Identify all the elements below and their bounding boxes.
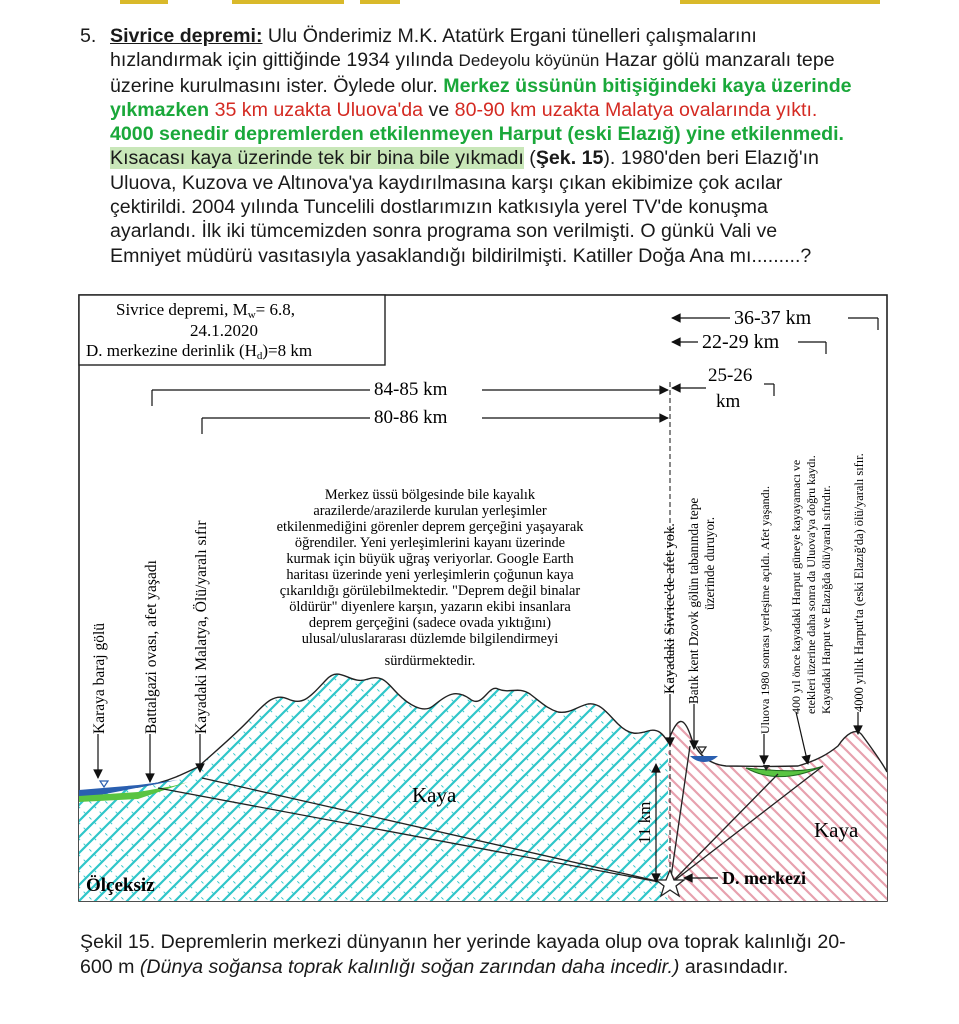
item-title: Sivrice depremi: [110,25,263,47]
d-merkezi-label: D. merkezi [722,868,806,888]
red-text: 35 km uzakta Uluova'da [209,98,424,121]
paragraph-line [110,48,930,73]
label-karaya: Karaya baraj gölü [91,622,108,734]
center-text-block [277,487,585,669]
paragraph-line: çektirildi. 2004 yılında Tuncelili dostlarımızın katkısıyla yerel TV'de konuşma [110,196,768,219]
center-text-line: etkilenmediğini görenler deprem gerçeğini yaşayarak [276,519,584,535]
distance-22-label: 22-29 km [702,331,780,353]
label-harput-400-3: Kayadaki Harput ve Elazığda ölü/yaralı sıfırdır. [819,485,833,714]
figure-caption [80,930,930,980]
label-harput-400-1: 400 yıl önce kayadaki Harput güneye kayayamacı ve [789,459,803,714]
kaya-right-label: Kaya [814,818,859,842]
label-harput-4000: 4000 yıllık Harput'ta (eski Elazığ'da) ölü/yaralı sıfır. [852,453,866,712]
info-line-2: 24.1.2020 [190,321,258,340]
center-text-line: sürdürmektedir. [384,653,476,669]
center-text-line: çıkarıldığı görülebilmektedir. "Deprem değil binalar [279,583,581,599]
figure-15-diagram [78,294,888,904]
center-text-line: haritası üzerinde yeni yerleşimlerin çoğunun kaya [286,567,574,583]
kaya-left-label: Kaya [412,783,457,807]
red-text: 80-90 km uzakta Malatya ovalarında yıktı. [454,98,818,121]
center-text-line: deprem gerçeğini (sadece ovada yıktığını) [308,615,552,631]
paragraph-line: Uluova, Kuzova ve Altınova'ya kaydırılmasına karşı çıkan ekibimize çok acılar [110,171,783,194]
label-harput-400-2: etekleri üzerine daha sonra da Uluova'ya doğru kaydı. [804,455,818,714]
distance-80-label: 80-86 km [374,407,448,428]
text-span: üzerine kurulmasını ister. Öylede olur. [110,74,444,97]
top-decoration [0,0,959,6]
label-batik-2: üzerinde duruyor. [702,516,717,610]
distance-25-label: 25-26 [708,365,753,386]
text-span: ( [523,147,536,170]
distance-36-label: 36-37 km [734,307,812,329]
info-line-1: Sivrice depremi, Mw= 6.8, [116,300,296,321]
center-text-line: kurmak için büyük uğraş veriyorlar. Google Earth [286,551,574,567]
distance-25-unit: km [716,391,741,412]
paragraph-line [110,122,930,146]
text-span: 600 m [80,956,140,978]
paragraph-line: Emniyet müdürü vasıtasıyla yasaklandığı bildirilmişti. Katiller Doğa Ana mı.........? [110,244,812,267]
text-span: Ulu Önderimiz M.K. Atatürk Ergani tünelleri çalışmalarını [262,25,757,47]
label-malatya: Kayadaki Malatya, Ölü/yaralı sıfır [193,520,210,734]
paragraph-line [110,146,930,170]
italic-text: (Dünya soğansa toprak kalınlığı soğan zarından daha incedir.) [139,956,680,978]
center-text-line: arazilerde/arazilerde kurulan yerleşimler [313,503,547,519]
info-line-3: D. merkezine derinlik (Hd)=8 km [86,341,313,362]
info-box [79,295,385,365]
top-dash [680,0,880,4]
caption-line [80,955,930,980]
green-text: 4000 senedir depremlerden etkilenmeyen Harput (eski Elazığ) yine etkilenmedi. [110,123,844,146]
label-uluova: Uluova 1980 sonrası yerleşime açıldı. Afet yaşandı. [758,486,772,734]
figure-reference: Şek. 15 [535,147,604,170]
paragraph-line: ayarlandı. İlk iki tümcemizden sonra programa son verilmişti. O günkü Vali ve [110,220,778,243]
center-text-line: öldürür" diyenlere karşın, yazarın ekibi insanlara [289,599,571,615]
top-dash [120,0,168,4]
olceksiz-label: Ölçeksiz [86,875,155,896]
label-battalgazi: Battalgazi ovası, afet yaşadı [143,560,160,734]
center-text-line: ulusal/uluslararası düzlemde bilgilendirmeyi [301,631,559,647]
text-span: Dedeyolu köyünün [458,51,600,71]
paragraph-line [110,24,930,48]
highlighted-text: Kısacası kaya üzerinde tek bir bina bile yıkmadı [110,147,524,170]
text-span: hızlandırmak için gittiğinde 1934 yılında [110,49,459,72]
paragraph-line [110,98,930,122]
center-text-line: Merkez üssü bölgesinde bile kayalık [324,487,536,503]
top-dash [232,0,344,4]
text-span: arasındadır. [679,956,789,978]
green-text: Merkez üssünün bitişiğindeki kaya üzerinde [443,74,852,97]
center-text-line: öğrendiler. Yeni yerleşimlerini kayanı üzerinde [294,535,566,551]
label-sivrice: Kayadaki Sivrice'de afet yok. [662,523,678,694]
text-span: Hazar gölü manzaralı tepe [599,49,835,72]
top-dash [360,0,400,4]
text-span: ve [423,98,455,121]
green-text: yıkmazken [110,98,210,121]
item-number: 5. [80,25,97,47]
caption-line: Şekil 15. Depremlerin merkezi dünyanın her yerinde kayada olup ova toprak kalınlığı 20- [80,931,846,953]
label-batik-1: Batık kent Dzovk gölün tabanında tepe [686,497,701,704]
distance-84-label: 84-85 km [374,379,448,400]
text-span: ). 1980'den beri Elazığ'ın [603,147,819,170]
depth-11km-label: 11 km [635,801,654,844]
paragraph-line [110,74,930,98]
